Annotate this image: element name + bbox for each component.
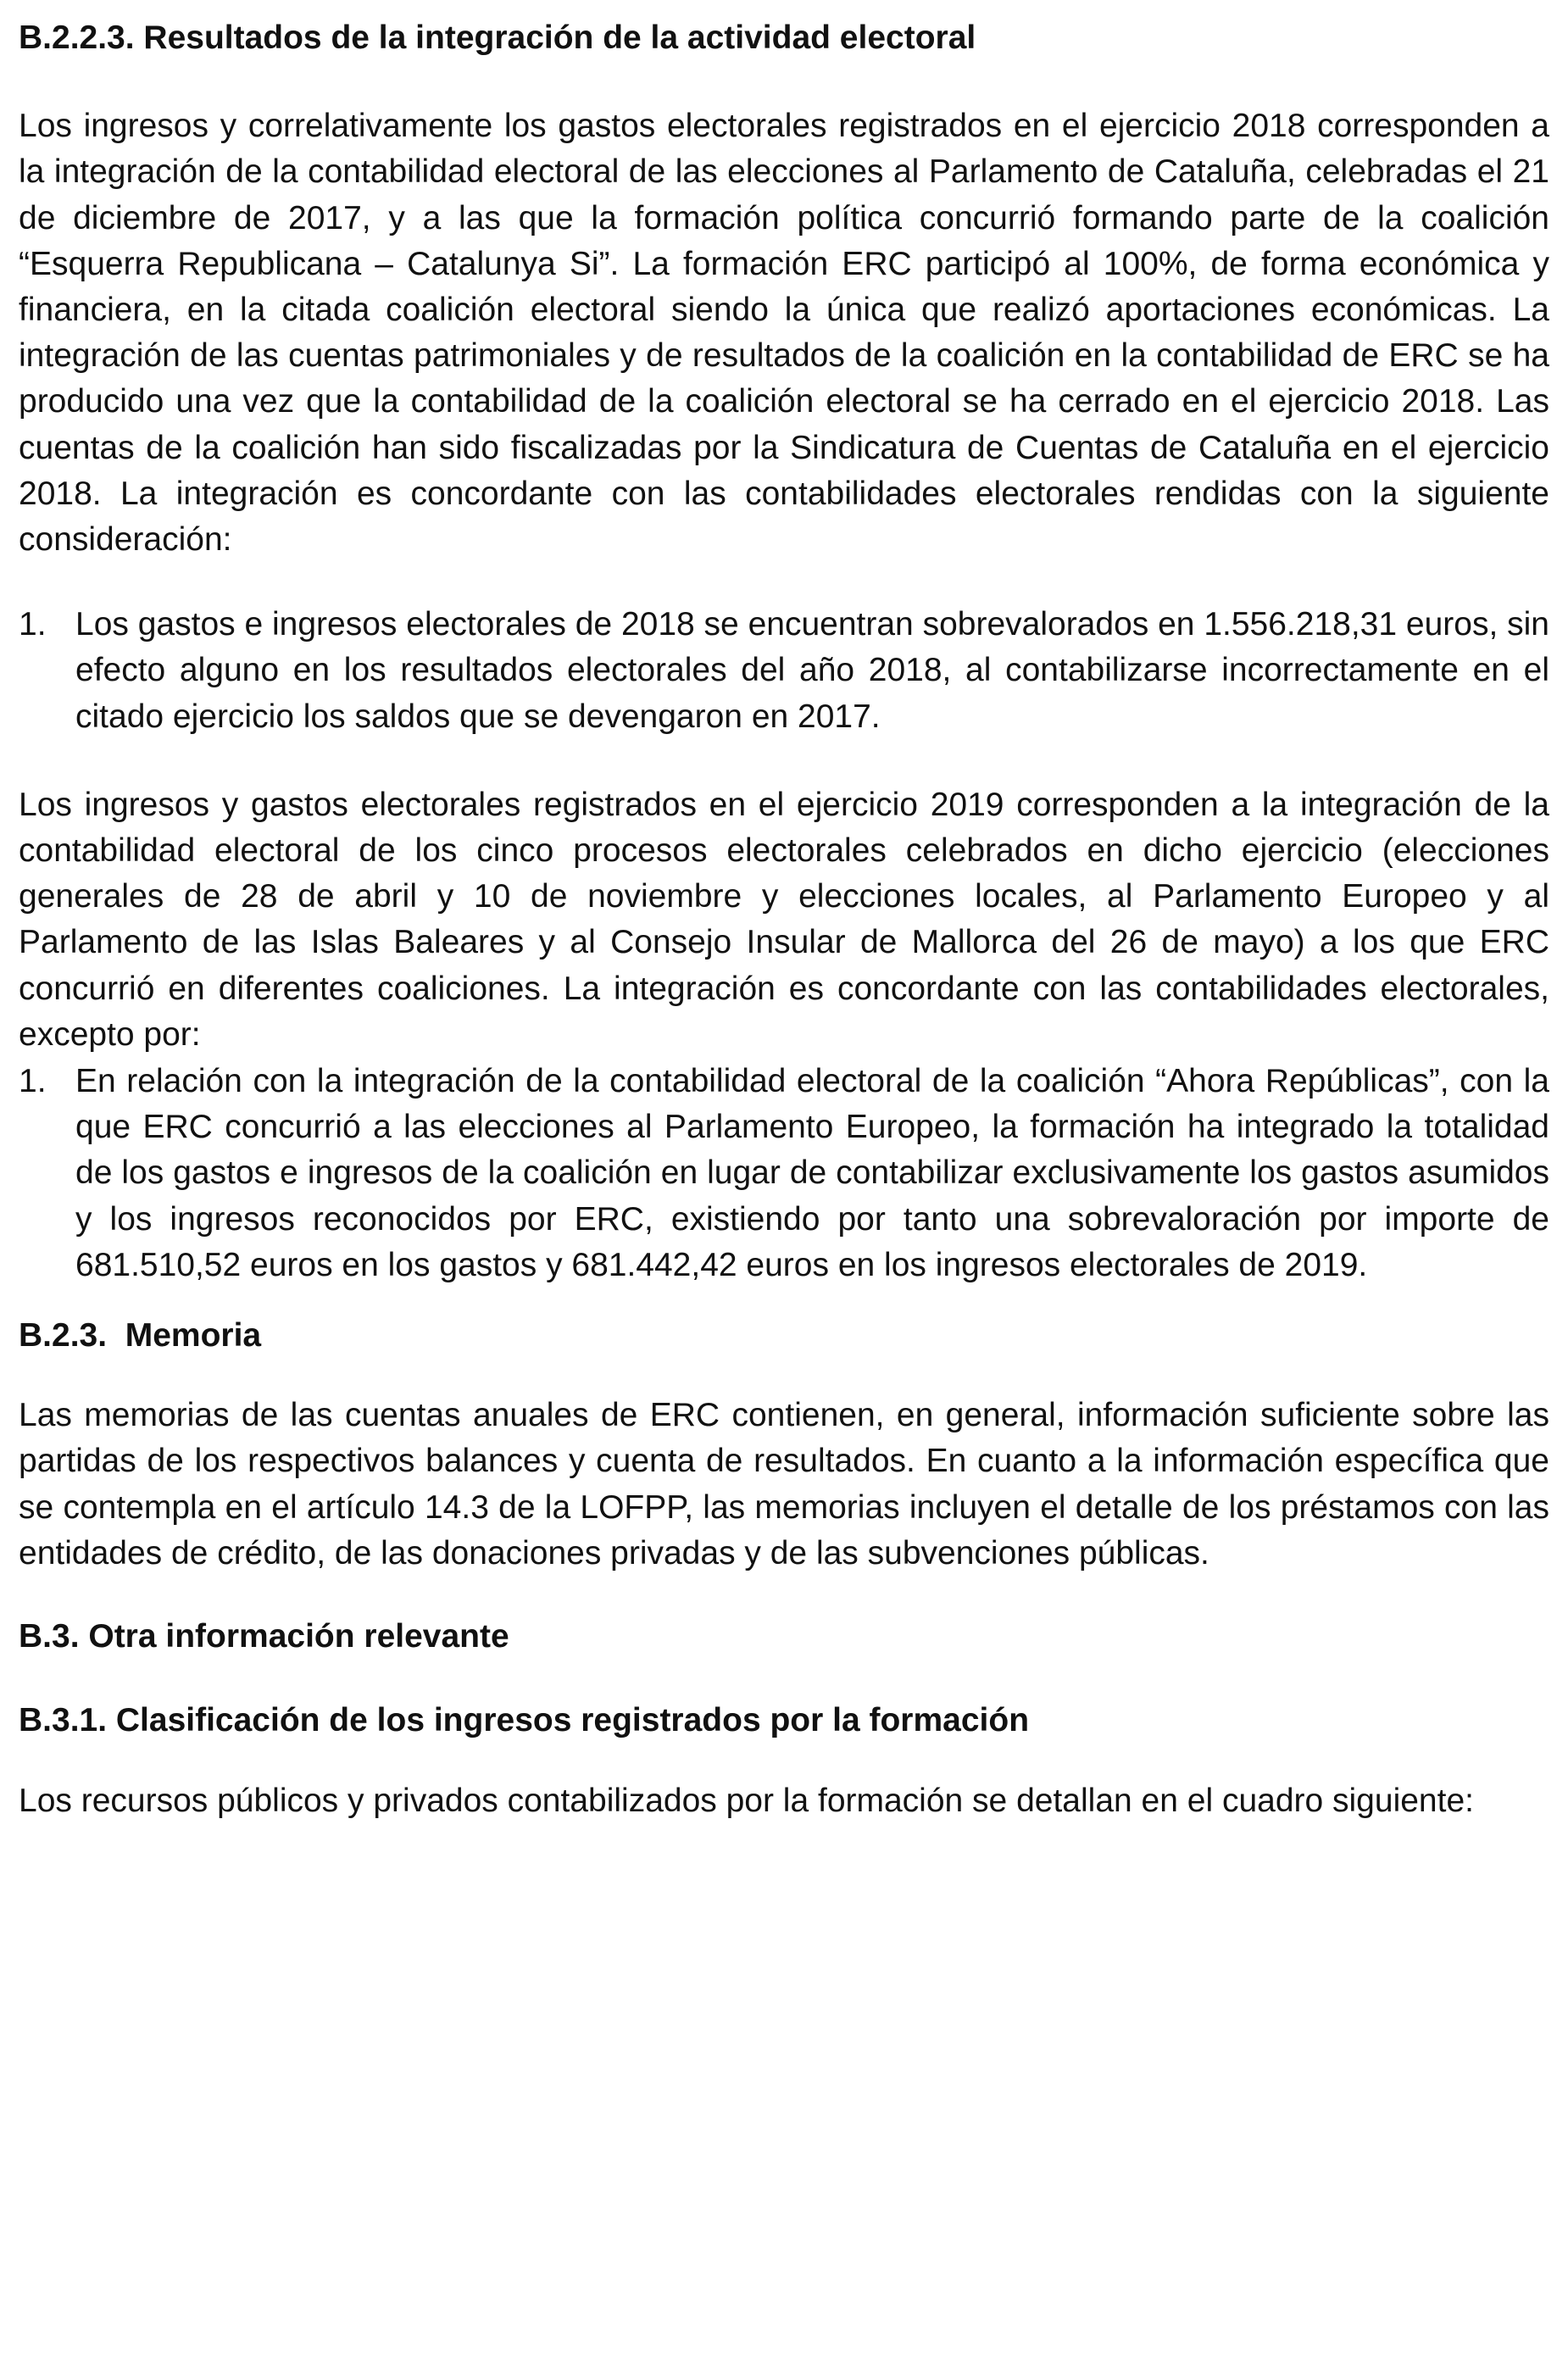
- numbered-list-2018: [19, 602, 1549, 740]
- list-item-number: 1.: [19, 1063, 47, 1100]
- section-heading-otra-informacion: B.3. Otra información relevante: [19, 1618, 509, 1655]
- document-page: [19, 15, 1549, 1824]
- section-heading-memoria: B.2.3. Memoria: [19, 1317, 262, 1355]
- paragraph-memoria: Las memorias de las cuentas anuales de ERC contienen, en general, información suficiente sobre las partidas de los respectivos balances y cuenta de resultados. En cuanto a la información específica que se contempla en el artículo 14.3 de la LOFPP, las memorias incluyen el detalle de los préstamos con las entidades de crédito, de las donaciones privadas y de las subvenciones públicas.: [19, 1397, 1549, 1571]
- paragraph-electoral-2019: Los ingresos y gastos electorales registrados en el ejercicio 2019 corresponden a la integración de la contabilidad electoral de los cinco procesos electorales celebrados en dicho ejercicio (elecciones generales de 28 de abril y 10 de noviembre y elecciones locales, al Parlamento Europeo y al Parlamento de las Islas Baleares y al Consejo Insular de Mallorca del 26 de mayo) a los que ERC concurrió en diferentes coaliciones. La integración es concordante con las contabilidades electorales, excepto por:: [19, 786, 1549, 1053]
- list-item-text: En relación con la integración de la contabilidad electoral de la coalición “Ahora Repúblicas”, con la que ERC concurrió a las elecciones al Parlamento Europeo, la formación ha integrado la totalidad de los gastos e ingresos de la coalición en lugar de contabilizar exclusivamente los gastos asumidos y los ingresos reconocidos por ERC, existiendo por tanto una sobrevaloración por importe de 681.510,52 euros en los gastos y 681.442,42 euros en los ingresos electorales de 2019.: [75, 1063, 1549, 1283]
- section-heading-clasificacion-ingresos: B.3.1. Clasificación de los ingresos registrados por la formación: [19, 1702, 1030, 1739]
- numbered-list-2019: [19, 1059, 1549, 1288]
- list-item-text: Los gastos e ingresos electorales de 2018 se encuentran sobrevalorados en 1.556.218,31 euros, sin efecto alguno en los resultados electorales del año 2018, al contabilizarse incorrectamente en el citado ejercicio los saldos que se devengaron en 2017.: [75, 606, 1549, 735]
- paragraph-electoral-2018: Los ingresos y correlativamente los gastos electorales registrados en el ejercicio 2018 corresponden a la integración de la contabilidad electoral de las elecciones al Parlamento de Cataluña, celebradas el 21 de diciembre de 2017, y a las que la formación política concurrió formando parte de la coalición “Esquerra Republicana – Catalunya Si”. La formación ERC participó al 100%, de forma económica y financiera, en la citada coalición electoral siendo la única que realizó aportaciones económicas. La integración de las cuentas patrimoniales y de resultados de la coalición en la contabilidad de ERC se ha producido una vez que la contabilidad de la coalición electoral se ha cerrado en el ejercicio 2018. Las cuentas de la coalición han sido fiscalizadas por la Sindicatura de Cuentas de Cataluña en el ejercicio 2018. La integración es concordante con las contabilidades electorales rendidas con la siguiente consideración:: [19, 108, 1549, 559]
- list-item: [19, 602, 1549, 740]
- list-item-number: 1.: [19, 606, 47, 643]
- section-heading-b2223: B.2.2.3. Resultados de la integración de la actividad electoral: [19, 19, 976, 56]
- list-item: [19, 1059, 1549, 1288]
- paragraph-recursos: Los recursos públicos y privados contabilizados por la formación se detallan en el cuadro siguiente:: [19, 1782, 1474, 1819]
